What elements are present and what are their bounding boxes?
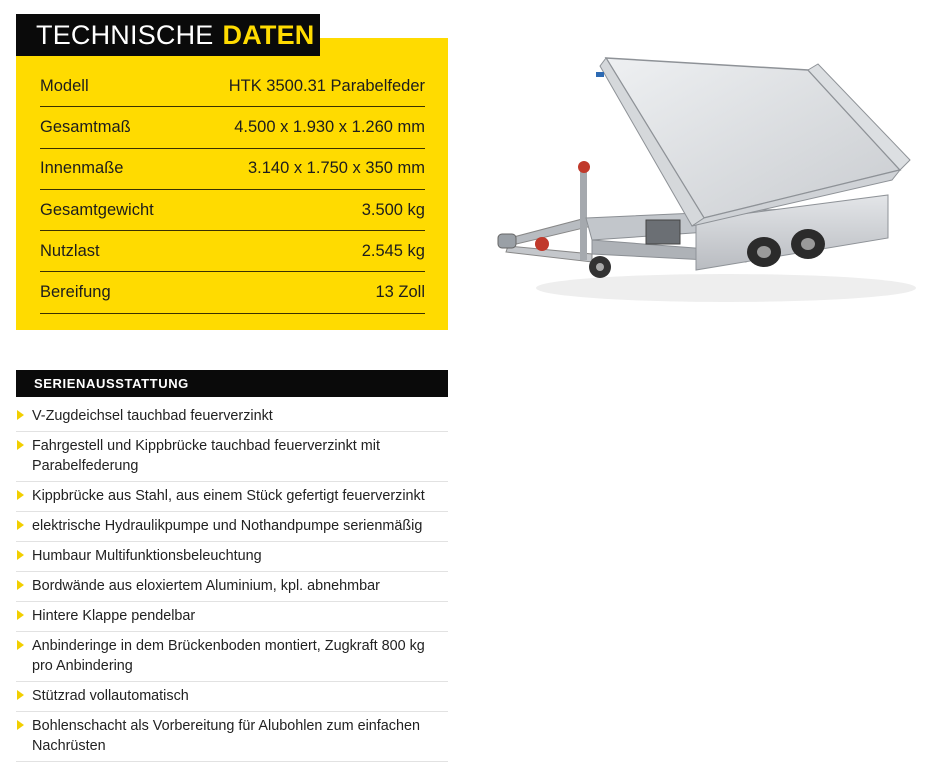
triangle-bullet-icon bbox=[17, 490, 24, 500]
triangle-bullet-icon bbox=[17, 640, 24, 650]
series-title: SERIENAUSSTATTUNG bbox=[16, 370, 448, 397]
spec-value: 4.500 x 1.930 x 1.260 mm bbox=[234, 117, 425, 136]
list-item: Fahrgestell und Kippbrücke tauchbad feuerverzinkt mit Parabelfederung bbox=[16, 432, 448, 482]
spec-row-total-weight bbox=[40, 190, 425, 231]
list-item: elektrische Hydraulikpumpe und Nothandpumpe serienmäßig bbox=[16, 512, 448, 542]
spec-value: 3.140 x 1.750 x 350 mm bbox=[247, 159, 425, 178]
spec-row-tyres bbox=[40, 272, 425, 313]
spec-value: 2.545 kg bbox=[361, 241, 425, 260]
spec-label: Nutzlast bbox=[40, 241, 100, 260]
spec-label: Innenmaße bbox=[40, 159, 124, 178]
spec-row-payload bbox=[40, 231, 425, 272]
spec-row-overall-size bbox=[40, 107, 425, 148]
triangle-bullet-icon bbox=[17, 720, 24, 730]
spec-title-accent: DATEN bbox=[222, 19, 315, 50]
series-list bbox=[16, 402, 448, 762]
triangle-bullet-icon bbox=[17, 520, 24, 530]
spec-title bbox=[16, 14, 320, 56]
list-item: Bordwände aus eloxiertem Aluminium, kpl. abnehmbar bbox=[16, 572, 448, 602]
spec-value: HTK 3500.31 Parabelfeder bbox=[228, 76, 425, 95]
spec-row-inner-size bbox=[40, 149, 425, 190]
spec-label: Gesamtgewicht bbox=[40, 200, 154, 219]
triangle-bullet-icon bbox=[17, 550, 24, 560]
spec-title-main: TECHNISCHE bbox=[36, 19, 214, 50]
list-item: V-Zugdeichsel tauchbad feuerverzinkt bbox=[16, 402, 448, 432]
triangle-bullet-icon bbox=[17, 610, 24, 620]
spec-label: Gesamtmaß bbox=[40, 117, 131, 136]
list-item: Kippbrücke aus Stahl, aus einem Stück gefertigt feuerverzinkt bbox=[16, 482, 448, 512]
trailer-image bbox=[496, 40, 916, 310]
spec-row-model bbox=[40, 66, 425, 107]
spec-label: Bereifung bbox=[40, 283, 111, 302]
spec-value: 3.500 kg bbox=[361, 200, 425, 219]
list-item: Anbinderinge in dem Brückenboden montiert, Zugkraft 800 kg pro Anbindering bbox=[16, 632, 448, 682]
spec-label: Modell bbox=[40, 76, 89, 95]
list-item: Bohlenschacht als Vorbereitung für Alubohlen zum einfachen Nachrüsten bbox=[16, 712, 448, 762]
list-item: Stützrad vollautomatisch bbox=[16, 682, 448, 712]
triangle-bullet-icon bbox=[17, 580, 24, 590]
triangle-bullet-icon bbox=[17, 690, 24, 700]
spec-value: 13 Zoll bbox=[375, 283, 425, 302]
triangle-bullet-icon bbox=[17, 440, 24, 450]
list-item: Humbaur Multifunktionsbeleuchtung bbox=[16, 542, 448, 572]
triangle-bullet-icon bbox=[17, 410, 24, 420]
spec-table bbox=[40, 66, 425, 314]
list-item: Hintere Klappe pendelbar bbox=[16, 602, 448, 632]
